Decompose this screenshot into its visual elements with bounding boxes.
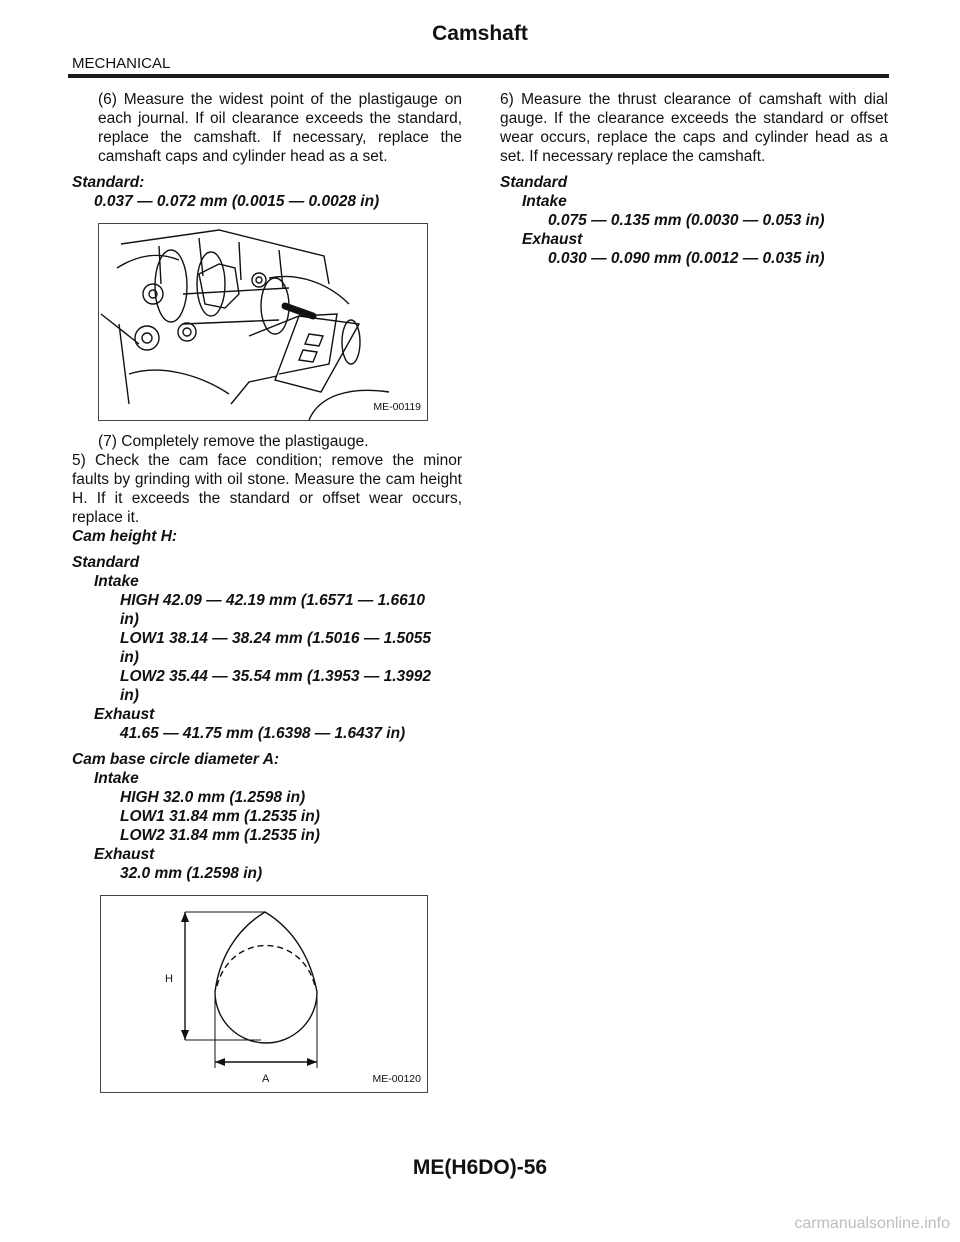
right-intake-label: Intake	[522, 193, 567, 210]
right-standard-heading: Standard	[500, 174, 568, 191]
base-circle-exhaust-label: Exhaust	[94, 846, 155, 863]
base-circle-label: Cam base circle diameter A:	[72, 751, 280, 768]
base-circle-high: HIGH 32.0 mm (1.2598 in)	[120, 789, 306, 806]
step-5-cam-face: 5) Check the cam face condition; remove the minor faults by grinding with oil stone. Measure the cam height H. If it exceeds the standard or offset wear occurs, replace it.	[72, 452, 462, 526]
base-circle-low2: LOW2 31.84 mm (1.2535 in)	[120, 827, 320, 844]
standard-heading: Standard	[72, 554, 140, 571]
exhaust-value: 41.65 — 41.75 mm (1.6398 — 1.6437 in)	[120, 725, 406, 742]
right-column	[500, 90, 888, 268]
intake-low1-unit: in)	[120, 649, 139, 666]
standard-label: Standard:	[72, 174, 145, 191]
camshaft-plastigauge-illustration	[99, 224, 427, 420]
step-6-thrust-clearance: 6) Measure the thrust clearance of camshaft with dial gauge. If the clearance exceeds the standard or offset wear occurs, replace the caps and cylinder head as a set. If necessary replace the camshaft.	[500, 91, 888, 165]
base-circle-intake-label: Intake	[94, 770, 139, 787]
right-intake-value: 0.075 — 0.135 mm (0.0030 — 0.053 in)	[548, 212, 825, 229]
exhaust-label: Exhaust	[94, 706, 155, 723]
camshaft-journal-figure	[98, 223, 428, 421]
intake-low2-unit: in)	[120, 687, 139, 704]
standard-value: 0.037 — 0.072 mm (0.0015 — 0.0028 in)	[94, 193, 380, 210]
base-circle-a-label: A	[262, 1073, 270, 1085]
right-exhaust-label: Exhaust	[522, 231, 583, 248]
page-title: Camshaft	[432, 22, 528, 45]
cam-height-label: Cam height H:	[72, 528, 178, 545]
intake-high-unit: in)	[120, 611, 139, 628]
header-divider	[68, 74, 889, 78]
cam-profile-figure	[100, 895, 428, 1093]
right-exhaust-value: 0.030 — 0.090 mm (0.0012 — 0.035 in)	[548, 250, 825, 267]
intake-high-value: HIGH 42.09 — 42.19 mm (1.6571 — 1.6610	[120, 592, 426, 609]
cam-profile-diagram	[101, 896, 427, 1092]
page-number: ME(H6DO)-56	[412, 1156, 548, 1179]
figure-label: ME-00119	[373, 401, 421, 413]
watermark: carmanualsonline.info	[794, 1215, 950, 1232]
step-6-plastigauge: (6) Measure the widest point of the plastigauge on each journal. If oil clearance exceeds the standard, replace the camshaft. If necessary, replace the camshaft caps and cylinder head as a set.	[98, 91, 462, 165]
intake-low1-value: LOW1 38.14 — 38.24 mm (1.5016 — 1.5055	[120, 630, 432, 647]
cam-height-h-label: H	[165, 973, 173, 985]
figure-label: ME-00120	[372, 1073, 421, 1085]
base-circle-exhaust-value: 32.0 mm (1.2598 in)	[120, 865, 263, 882]
step-7-remove: (7) Completely remove the plastigauge.	[98, 433, 369, 450]
left-column	[72, 90, 462, 1093]
intake-label: Intake	[94, 573, 139, 590]
section-label: MECHANICAL	[72, 55, 171, 72]
intake-low2-value: LOW2 35.44 — 35.54 mm (1.3953 — 1.3992	[120, 668, 432, 685]
base-circle-low1: LOW1 31.84 mm (1.2535 in)	[120, 808, 320, 825]
